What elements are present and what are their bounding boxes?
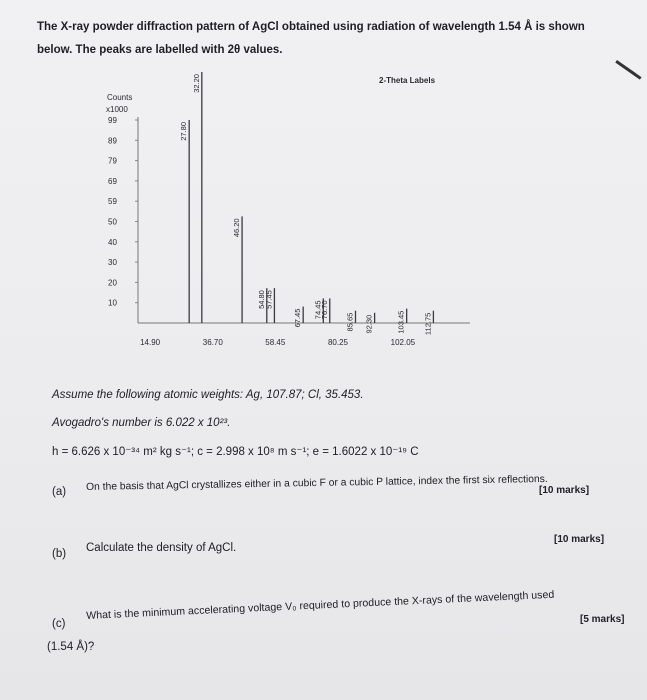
y-tick-label: 50	[108, 217, 117, 227]
peak-label: 112.75	[423, 312, 433, 336]
peak-label: 74.45	[313, 300, 323, 320]
x-axis-ticks	[140, 338, 416, 347]
question-c-marks: [5 marks]	[580, 614, 625, 625]
y-tick-label: 30	[108, 258, 117, 268]
peak-label: 76.70	[319, 300, 329, 320]
peak-label: 27.80	[179, 122, 189, 141]
question-a-marks: [10 marks]	[539, 485, 590, 496]
question-a-label: (a)	[52, 486, 67, 498]
y-axis-label-1: Counts	[107, 93, 133, 102]
y-tick-label: 69	[108, 176, 117, 186]
peak-label: 67.45	[293, 308, 303, 328]
peak-label: 54.80	[256, 290, 266, 309]
intro-line-2: below. The peaks are labelled with 2θ values.	[37, 44, 283, 56]
y-tick-label: 89	[108, 136, 117, 146]
question-c-text: What is the minimum accelerating voltage V₀ required to produce the X-rays of the wavelength used	[86, 588, 555, 622]
peak-label: 46.20	[232, 218, 242, 238]
intro-line-1: The X-ray powder diffraction pattern of AgCl obtained using radiation of wavelength 1.54 Å is shown	[37, 21, 585, 33]
y-tick-label: 10	[108, 298, 117, 308]
question-b-text: Calculate the density of AgCl.	[86, 542, 237, 554]
peak-label: 57.45	[264, 290, 274, 309]
question-b-marks: [10 marks]	[554, 534, 605, 545]
y-tick-label: 59	[108, 197, 117, 207]
y-tick-label: 40	[108, 237, 117, 247]
y-tick-label: 20	[108, 278, 117, 288]
atomic-weights: Assume the following atomic weights: Ag, 107.87; Cl, 35.453.	[52, 389, 364, 401]
x-tick-label: 80.25	[327, 338, 348, 347]
question-b-label: (b)	[52, 548, 67, 560]
peak-label: 85.65	[345, 312, 355, 332]
avogadro-number: Avogadro's number is 6.022 x 10²³.	[52, 417, 231, 429]
peak-label: 92.30	[364, 314, 374, 334]
peaks-group	[179, 72, 433, 335]
chart-title: 2-Theta Labels	[379, 76, 436, 85]
y-axis-ticks	[108, 116, 138, 308]
x-tick-label: 102.05	[390, 338, 416, 347]
peak-label: 32.20	[191, 74, 201, 93]
y-tick-label: 99	[108, 116, 117, 125]
question-c-label: (c)	[52, 618, 66, 630]
x-tick-label: 58.45	[265, 338, 286, 347]
intro-text	[37, 16, 597, 62]
y-axis-label-2: x1000	[106, 105, 128, 114]
constants: h = 6.626 x 10⁻³⁴ m² kg s⁻¹; c = 2.998 x 10⁸ m s⁻¹; e = 1.6022 x 10⁻¹⁹ C	[52, 446, 419, 458]
y-tick-label: 79	[108, 156, 117, 166]
xrd-chart	[95, 70, 515, 360]
question-a-text: On the basis that AgCl crystallizes either in a cubic F or a cubic P lattice, index the first six reflections.	[86, 473, 548, 493]
question-c-text-2: (1.54 Å)?	[47, 641, 95, 653]
peak-label: 103.45	[396, 310, 406, 334]
x-tick-label: 36.70	[202, 338, 223, 347]
x-tick-label: 14.90	[140, 338, 161, 347]
